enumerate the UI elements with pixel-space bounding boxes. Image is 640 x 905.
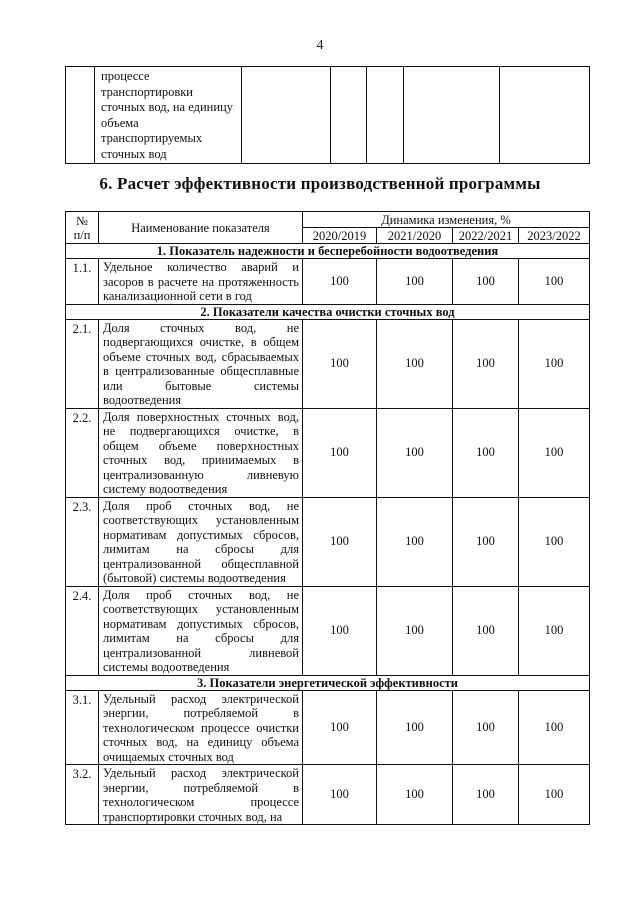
continuation-empty-cell xyxy=(500,67,590,164)
group-heading: 3. Показатели энергетической эффективности xyxy=(66,675,590,690)
indicator-name: Удельное количество аварий и засоров в расчете на протяженность канализационной сети в год xyxy=(99,259,303,305)
indicator-name: Доля проб сточных вод, не соответствующих установленным нормативам допустимых сбросов, лимитам на сбросы для централизованной ливневой системы водоотведения xyxy=(99,586,303,675)
value-cell: 100 xyxy=(453,319,519,408)
value-cell: 100 xyxy=(453,690,519,765)
table-row xyxy=(66,408,590,497)
value-cell: 100 xyxy=(303,765,377,825)
row-number: 2.1. xyxy=(66,319,99,408)
value-cell: 100 xyxy=(303,497,377,586)
indicator-name: Доля проб сточных вод, не соответствующих установленным нормативам допустимых сбросов, лимитам на сбросы для централизованной общесплавной (бытовой) системы водоотведения xyxy=(99,497,303,586)
header-year: 2022/2021 xyxy=(453,228,519,244)
continuation-text: процессе транспортировки сточных вод, на единицу объема транспортируемых сточных вод xyxy=(101,69,233,161)
value-cell: 100 xyxy=(519,765,590,825)
value-cell: 100 xyxy=(453,586,519,675)
value-cell: 100 xyxy=(519,259,590,305)
header-dynamics: Динамика изменения, % xyxy=(303,212,590,228)
table-row xyxy=(66,690,590,765)
value-cell: 100 xyxy=(377,408,453,497)
section-title: 6. Расчет эффективности производственной программы xyxy=(99,174,541,193)
continuation-row xyxy=(66,67,590,164)
continuation-num-cell xyxy=(66,67,95,164)
value-cell: 100 xyxy=(453,259,519,305)
table-row xyxy=(66,319,590,408)
value-cell: 100 xyxy=(303,259,377,305)
continuation-empty-cell xyxy=(404,67,500,164)
value-cell: 100 xyxy=(377,259,453,305)
continuation-empty-cell xyxy=(331,67,367,164)
value-cell: 100 xyxy=(519,690,590,765)
row-number: 3.2. xyxy=(66,765,99,825)
indicator-name: Доля поверхностных сточных вод, не подвергающихся очистке, в общем объеме поверхностных сточных вод, принимаемых в централизованную ливневую систему водоотведения xyxy=(99,408,303,497)
group-heading: 1. Показатель надежности и бесперебойности водоотведения xyxy=(66,244,590,259)
row-number: 2.3. xyxy=(66,497,99,586)
header-number: № п/п xyxy=(66,212,99,244)
header-name: Наименование показателя xyxy=(99,212,303,244)
row-number: 3.1. xyxy=(66,690,99,765)
indicator-name: Удельный расход электрической энергии, потребляемой в технологическом процессе очистки сточных вод, на единицу объема очищаемых сточных вод xyxy=(99,690,303,765)
row-number: 1.1. xyxy=(66,259,99,305)
group-heading-row xyxy=(66,675,590,690)
group-heading-row xyxy=(66,304,590,319)
header-year: 2021/2020 xyxy=(377,228,453,244)
group-heading: 2. Показатели качества очистки сточных вод xyxy=(66,304,590,319)
value-cell: 100 xyxy=(377,319,453,408)
page-number: 4 xyxy=(316,38,324,53)
value-cell: 100 xyxy=(519,586,590,675)
continuation-name-cell xyxy=(95,67,242,164)
group-heading-row xyxy=(66,244,590,259)
value-cell: 100 xyxy=(377,690,453,765)
value-cell: 100 xyxy=(303,690,377,765)
value-cell: 100 xyxy=(453,765,519,825)
value-cell: 100 xyxy=(377,497,453,586)
value-cell: 100 xyxy=(453,497,519,586)
continuation-empty-cell xyxy=(367,67,404,164)
row-number: 2.2. xyxy=(66,408,99,497)
value-cell: 100 xyxy=(453,408,519,497)
indicator-name: Удельный расход электрической энергии, потребляемой в технологическом процессе транспортировки сточных вод, на xyxy=(99,765,303,825)
row-number: 2.4. xyxy=(66,586,99,675)
value-cell: 100 xyxy=(377,765,453,825)
value-cell: 100 xyxy=(519,497,590,586)
table-header-row xyxy=(66,212,590,228)
table-row xyxy=(66,586,590,675)
value-cell: 100 xyxy=(519,408,590,497)
header-year: 2023/2022 xyxy=(519,228,590,244)
header-year: 2020/2019 xyxy=(303,228,377,244)
value-cell: 100 xyxy=(303,586,377,675)
value-cell: 100 xyxy=(377,586,453,675)
efficiency-table xyxy=(65,211,590,825)
continuation-empty-cell xyxy=(242,67,331,164)
indicator-name: Доля сточных вод, не подвергающихся очистке, в общем объеме сточных вод, сбрасываемых в централизованные общесплавные или бытовые системы водоотведения xyxy=(99,319,303,408)
table-row xyxy=(66,765,590,825)
value-cell: 100 xyxy=(303,408,377,497)
value-cell: 100 xyxy=(519,319,590,408)
continuation-table xyxy=(65,66,590,164)
table-row xyxy=(66,497,590,586)
value-cell: 100 xyxy=(303,319,377,408)
table-row xyxy=(66,259,590,305)
